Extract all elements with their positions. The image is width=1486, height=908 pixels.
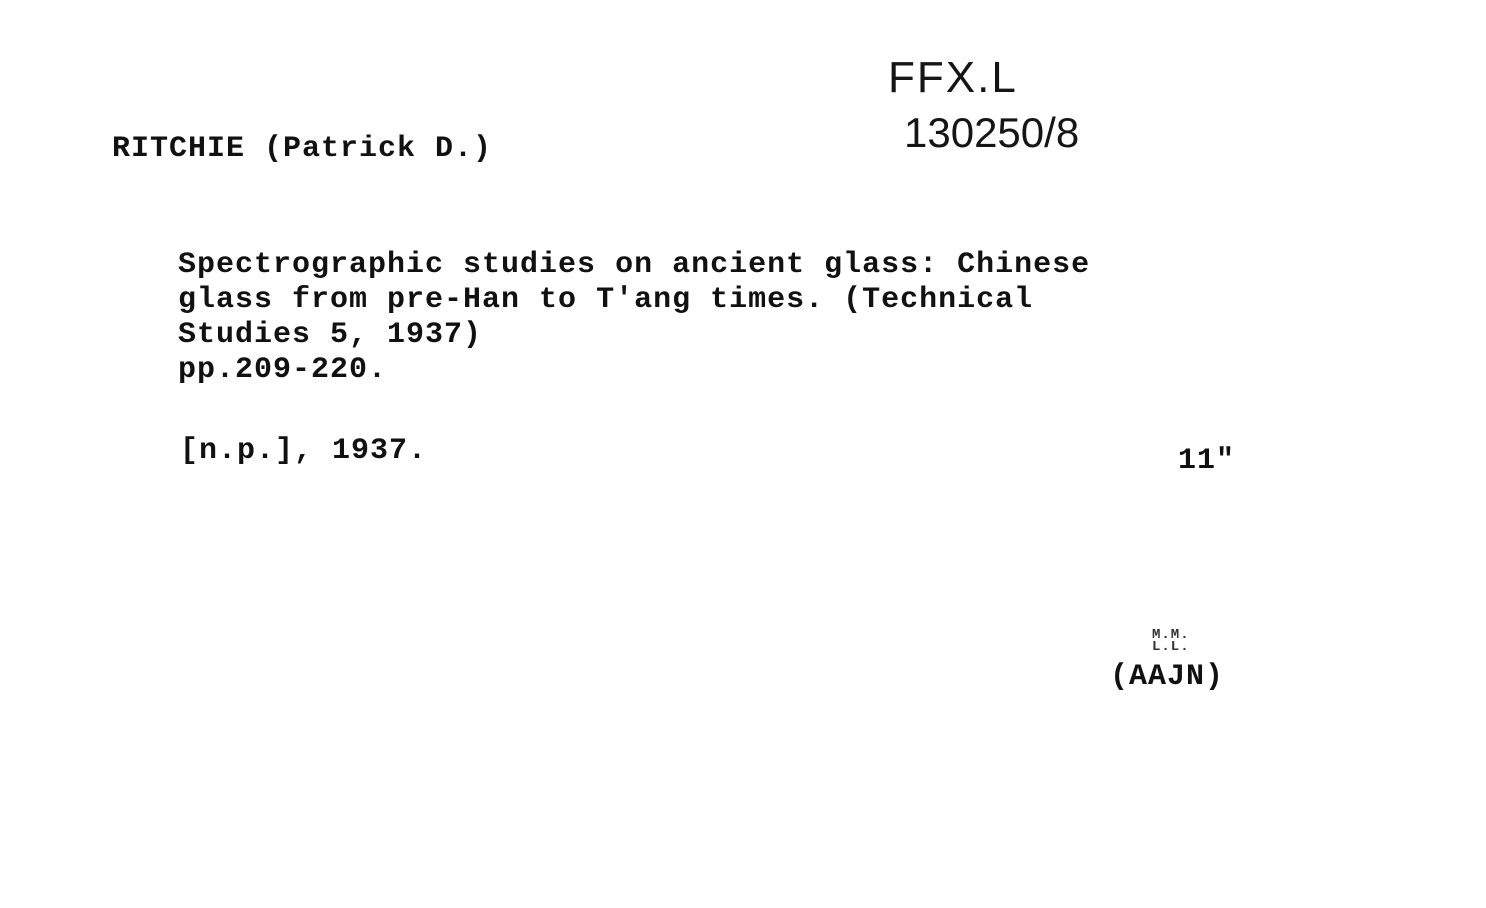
size-note: 11" (1178, 444, 1236, 478)
catalog-code-lower: L.L. (1152, 639, 1190, 655)
pagination-line: pp.209-220. (178, 353, 388, 387)
title-line: glass from pre-Han to T'ang times. (Technical (178, 283, 1034, 317)
title-block (178, 248, 1090, 388)
author-heading: RITCHIE (Patrick D.) (112, 132, 493, 166)
cataloguer-code: (AAJN) (1110, 660, 1225, 694)
imprint: [n.p.], 1937. (180, 434, 428, 468)
title-line: Studies 5, 1937) (178, 318, 483, 352)
accession-number: 130250/8 (904, 109, 1080, 156)
title-line: Spectrographic studies on ancient glass: Chinese (178, 248, 1091, 282)
shelf-mark: FFX.L (888, 53, 1018, 102)
catalog-code-upper: M.M. (1152, 627, 1190, 643)
